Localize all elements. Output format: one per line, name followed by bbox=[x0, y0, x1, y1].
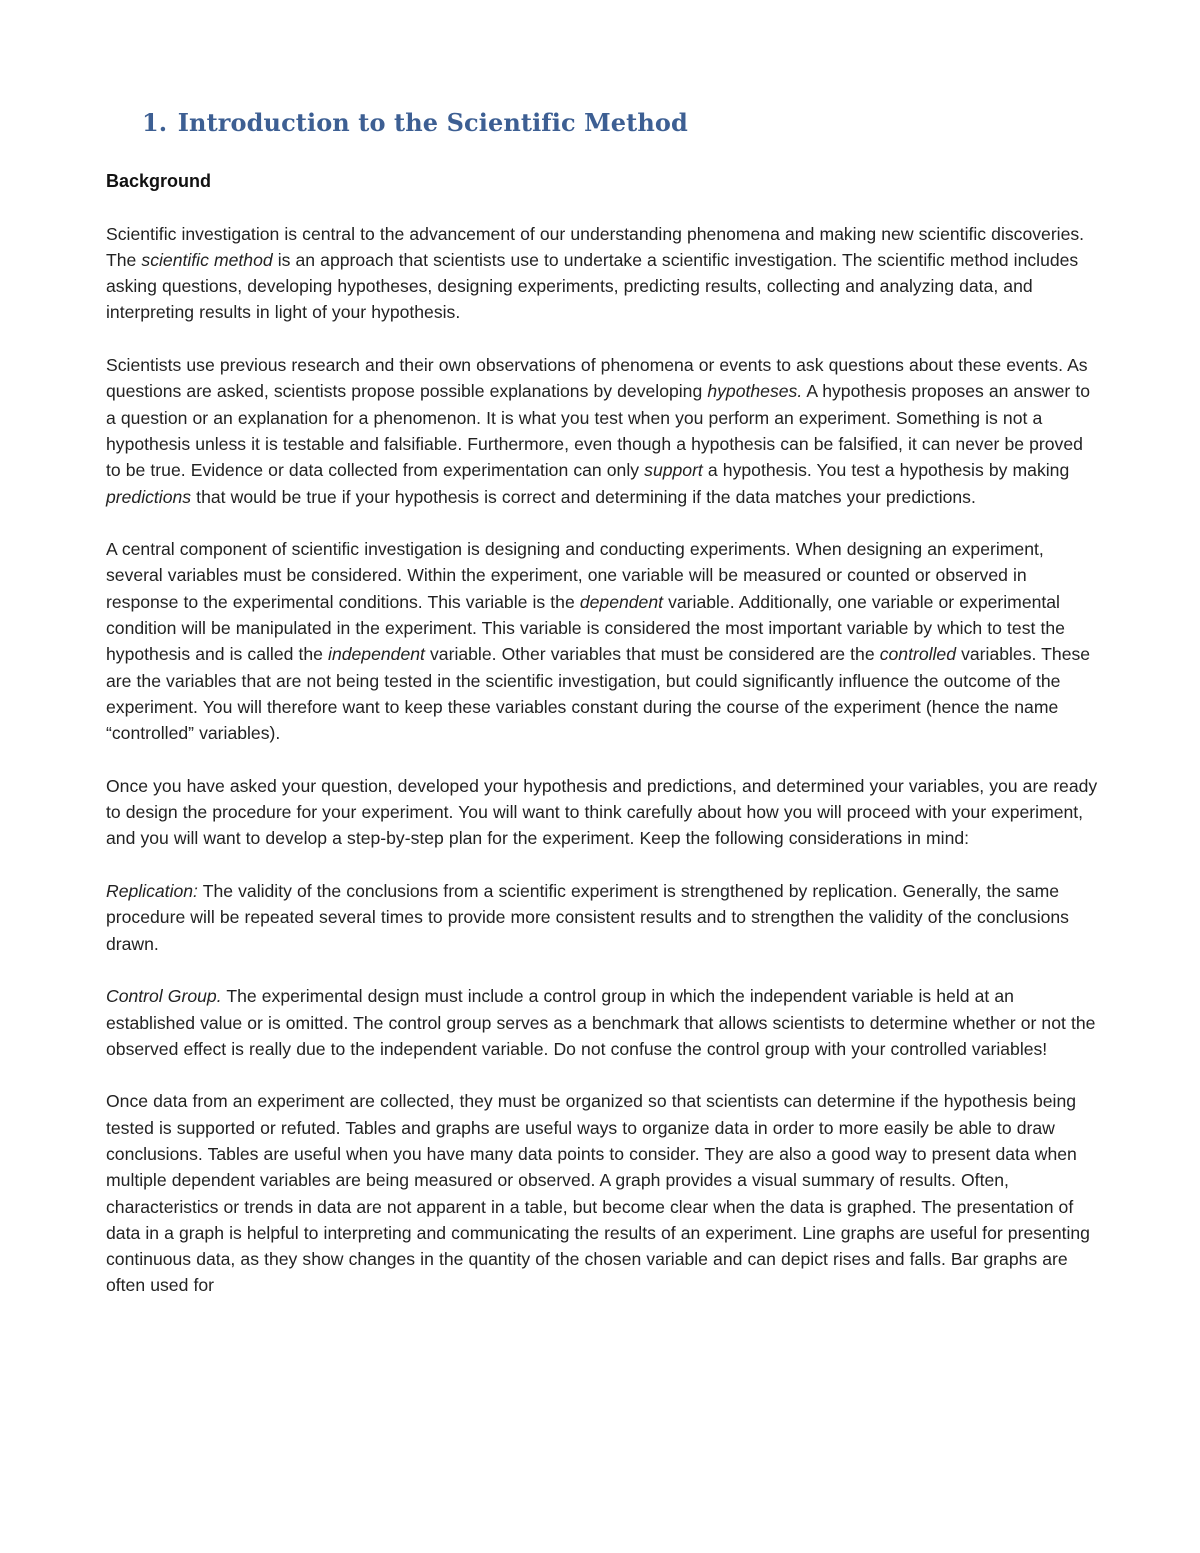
text-run: Once data from an experiment are collected, they must be organized so that scientists can determine if the hypothesis being tested is supported or refuted. Tables and graphs are useful ways to organize data in order to more easily be able to draw conclusions. Tables are useful when you have many data points to consider. They are also a good way to present data when multiple dependent variables are being measured or observed. A graph provides a visual summary of results. Often, characteristics or trends in data are not apparent in a table, but become clear when the data is graphed. The presentation of data in a graph is helpful to interpreting and communicating the results of an experiment. Line graphs are useful for presenting continuous data, as they show changes in the quantity of the chosen variable and can depict rises and falls. Bar graphs are often used for bbox=[106, 1091, 1090, 1296]
paragraph-data-organization bbox=[106, 1088, 1098, 1298]
italic-term: scientific method bbox=[141, 249, 273, 270]
text-run: variable. Additionally, one variable or experimental condition will be manipulated in the experiment. This variable is considered the most important variable by which to test the hypothesis and is called the bbox=[106, 591, 1065, 665]
paragraph-variables bbox=[106, 536, 1098, 746]
paragraph-scientific-method bbox=[106, 221, 1098, 326]
italic-term: Control Group. bbox=[106, 986, 222, 1007]
document-body bbox=[106, 104, 1098, 1299]
text-run: Once you have asked your question, developed your hypothesis and predictions, and determined your variables, you are ready to design the procedure for your experiment. You will want to think carefully about how you will proceed with your experiment, and you will want to develop a step-by-step plan for the experiment. Keep the following considerations in mind: bbox=[106, 775, 1098, 849]
paragraph-procedure bbox=[106, 773, 1098, 852]
italic-term: controlled bbox=[879, 644, 957, 665]
italic-term: hypotheses. bbox=[707, 381, 803, 402]
paragraph-hypotheses bbox=[106, 352, 1098, 510]
text-run: variables. These are the variables that are not being tested in the scientific investigation, but could significantly influence the outcome of the experiment. You will therefore want to keep these variables constant during the course of the experiment (hence the name “controlled” variables). bbox=[106, 644, 1091, 744]
section-heading-background: Background bbox=[106, 171, 212, 191]
italic-term: independent bbox=[328, 644, 425, 665]
text-run: Scientists use previous research and their own observations of phenomena or events to ask questions about these events. As questions are asked, scientists propose possible explanations by developing bbox=[106, 355, 1088, 402]
paragraph-control-group bbox=[106, 983, 1098, 1062]
page-title bbox=[142, 104, 1098, 142]
text-run: a hypothesis. You test a hypothesis by making bbox=[702, 460, 1070, 481]
text-run: A hypothesis proposes an answer to a question or an explanation for a phenomenon. It is what you test when you perform an experiment. Something is not a hypothesis unless it is testable and falsifiable. Furthermore, even though a hypothesis can be falsified, it can never be proved to be true. Evidence or data collected from experimentation can only bbox=[106, 381, 1091, 481]
italic-term: predictions bbox=[106, 486, 192, 507]
title-text: Introduction to the Scientific Method bbox=[177, 108, 688, 137]
italic-term: dependent bbox=[579, 591, 664, 612]
text-run: A central component of scientific investigation is designing and conducting experiments. When designing an experiment, several variables must be considered. Within the experiment, one variable will be measured or counted or observed in response to the experimental conditions. This variable is the bbox=[106, 539, 1044, 612]
text-run: Scientific investigation is central to the advancement of our understanding phenomena and making new scientific discoveries. The bbox=[106, 223, 1085, 270]
title-number: 1. bbox=[142, 108, 168, 137]
text-run: that would be true if your hypothesis is correct and determining if the data matches your predictions. bbox=[191, 486, 976, 507]
italic-term: Replication: bbox=[106, 881, 198, 902]
text-run: is an approach that scientists use to undertake a scientific investigation. The scientific method includes asking questions, developing hypotheses, designing experiments, predicting results, collecting and analyzing data, and interpreting results in light of your hypothesis. bbox=[106, 249, 1079, 323]
text-run: The validity of the conclusions from a scientific experiment is strengthened by replication. Generally, the same procedure will be repeated several times to provide more consistent results and to strengthen the validity of the conclusions drawn. bbox=[106, 881, 1069, 954]
text-run: The experimental design must include a control group in which the independent variable is held at an established value or is omitted. The control group serves as a benchmark that allows scientists to determine whether or not the observed effect is really due to the independent variable. Do not confuse the control group with your controlled variables! bbox=[106, 986, 1096, 1059]
text-run: variable. Other variables that must be considered are the bbox=[424, 644, 880, 665]
paragraph-replication bbox=[106, 878, 1098, 957]
italic-term: support bbox=[644, 460, 703, 481]
